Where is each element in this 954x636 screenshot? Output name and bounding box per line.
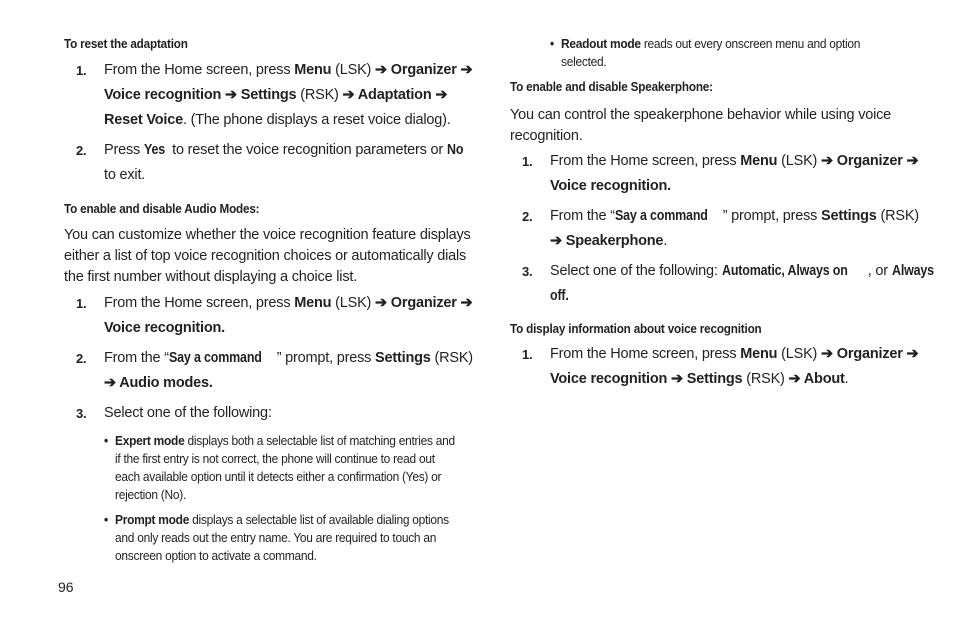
display-heading: To display information about voice recognition [510, 321, 762, 336]
step-number: 2. [76, 143, 87, 158]
page-number: 96 [58, 579, 74, 595]
step-number: 3. [522, 264, 533, 279]
step-text: From the Home screen, press Menu (LSK) ➔ Organizer ➔ Voice recognition. [104, 295, 473, 336]
step-text: From the “Say a command ” prompt, press Settings (RSK) ➔ Audio modes. [104, 350, 473, 391]
step-text: Select one of the following: Automatic, Always on , or Always off. [550, 263, 934, 304]
step-number: 1. [76, 63, 87, 78]
bullet-dot-icon: • [104, 433, 108, 448]
step-text: From the Home screen, press Menu (LSK) ➔ Organizer ➔ Voice recognition. [550, 153, 919, 194]
step-text: Press Yes to reset the voice recognition parameters or No to exit. [104, 142, 464, 183]
step-number: 2. [522, 209, 533, 224]
bullet-text: Expert mode displays both a selectable list of matching entries and if the first entry is not correct, the phone will continue to read out each available option until it detects either a confirmation (Yes) or rejection (No). [115, 433, 455, 502]
step-number: 3. [76, 406, 87, 421]
step-text: From the “Say a command ” prompt, press Settings (RSK) ➔ Speakerphone. [550, 208, 919, 249]
speaker-intro: You can control the speakerphone behavior while using voice recognition. [510, 107, 892, 144]
step-text: Select one of the following: [104, 405, 272, 421]
bullet-dot-icon: • [104, 512, 108, 527]
bullet-dot-icon: • [550, 36, 554, 51]
audio-heading: To enable and disable Audio Modes: [64, 201, 260, 216]
step-text: From the Home screen, press Menu (LSK) ➔ Organizer ➔ Voice recognition ➔ Settings (RSK) ➔ Adaptation ➔ Reset Voice. (The phone displays a reset voice dialog). [104, 62, 473, 128]
step-number: 1. [76, 296, 87, 311]
step-number: 1. [522, 347, 533, 362]
step-number: 1. [522, 154, 533, 169]
bullet-text: Readout mode reads out every onscreen menu and option selected. [561, 36, 861, 69]
speaker-heading: To enable and disable Speakerphone: [510, 79, 713, 94]
audio-intro: You can customize whether the voice recognition feature displays either a list of top voice recognition choices or automatically dials the first number without displaying a choice list. [64, 227, 471, 285]
reset-heading: To reset the adaptation [64, 36, 188, 51]
step-number: 2. [76, 351, 87, 366]
step-text: From the Home screen, press Menu (LSK) ➔ Organizer ➔ Voice recognition ➔ Settings (RSK) ➔ About. [550, 346, 919, 387]
bullet-text: Prompt mode displays a selectable list of available dialing options and only reads out the entry name. You are required to touch an onscreen option to activate a command. [115, 512, 449, 563]
